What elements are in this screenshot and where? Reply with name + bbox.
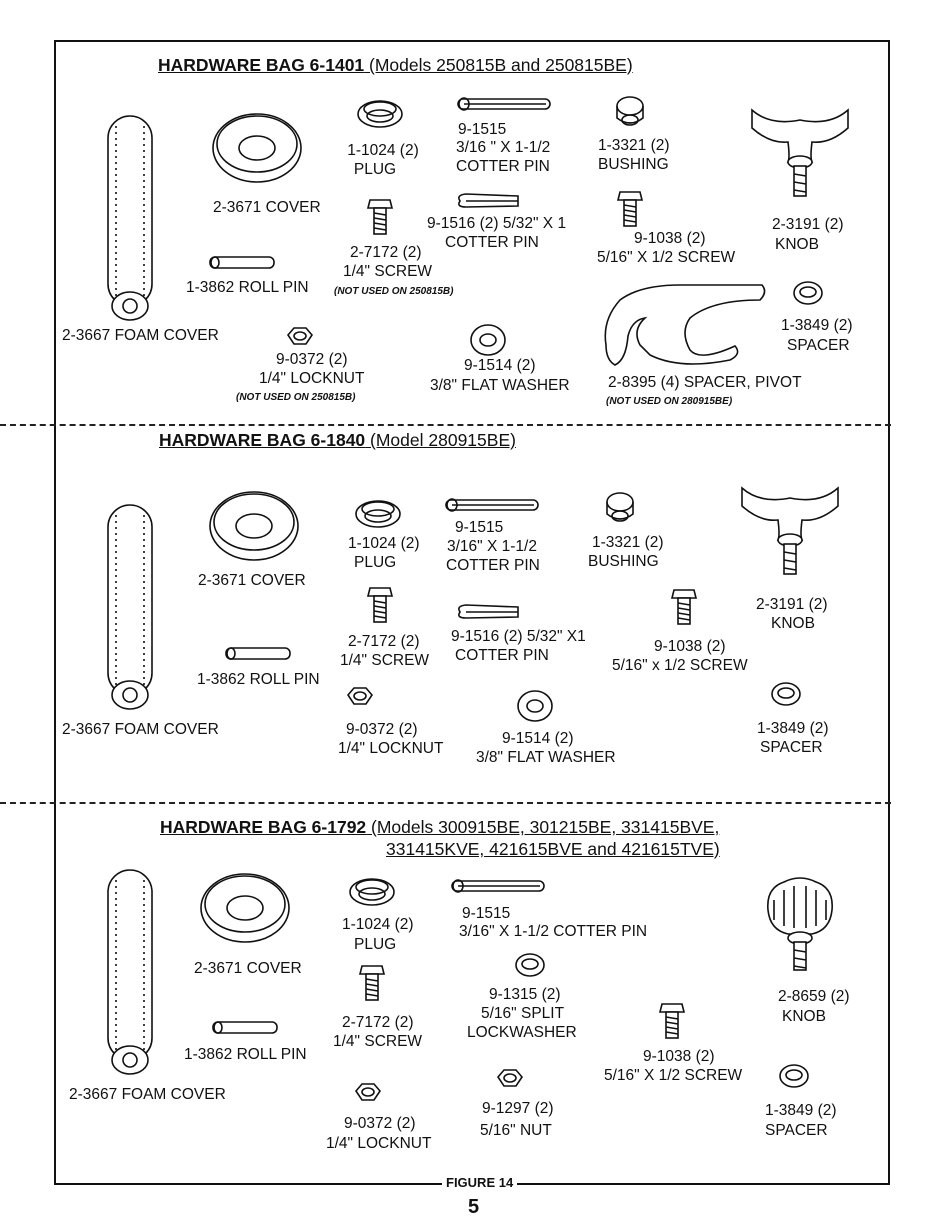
part-label: 2-7172 (2) <box>350 244 422 261</box>
part-label: 9-0372 (2) <box>344 1115 416 1132</box>
bag-title: HARDWARE BAG 6-1401 (Models 250815B and 250815BE) <box>158 55 633 75</box>
part-label: 1-3862 ROLL PIN <box>186 279 309 296</box>
part-label: 1/4" LOCKNUT <box>259 370 365 387</box>
part-label: 9-1515 <box>455 519 504 536</box>
part-label: 2-3671 COVER <box>194 960 302 977</box>
part-label: 9-1514 (2) <box>502 730 574 747</box>
part-label: 3/16" X 1-1/2 COTTER PIN <box>459 923 648 940</box>
part-label: 5/16" X 1/2 SCREW <box>604 1067 743 1084</box>
bag-title: HARDWARE BAG 6-1840 (Model 280915BE) <box>159 430 516 450</box>
part-label: 9-1516 (2) 5/32" X1 <box>451 628 586 645</box>
part-note: (NOT USED ON 250815B) <box>236 392 356 403</box>
part-label: 1-1024 (2) <box>342 916 414 933</box>
part-label: 1-1024 (2) <box>347 142 419 159</box>
part-label: COTTER PIN <box>446 557 540 574</box>
part-label: 9-1038 (2) <box>654 638 726 655</box>
part-label: 9-1514 (2) <box>464 357 536 374</box>
part-label: SPACER <box>765 1122 828 1139</box>
part-label: 2-7172 (2) <box>342 1014 414 1031</box>
part-label: PLUG <box>354 554 397 571</box>
part-label: 2-3191 (2) <box>772 216 844 233</box>
part-note: (NOT USED ON 250815B) <box>334 286 454 297</box>
part-label: 9-1315 (2) <box>489 986 561 1003</box>
part-label: 1/4" LOCKNUT <box>338 740 444 757</box>
part-label: 1/4" SCREW <box>343 263 433 280</box>
part-label: 1-1024 (2) <box>348 535 420 552</box>
part-label: 2-3667 FOAM COVER <box>62 721 219 738</box>
part-label: 5/16" x 1/2 SCREW <box>612 657 748 674</box>
part-label: COTTER PIN <box>455 647 549 664</box>
part-label: COTTER PIN <box>445 234 539 251</box>
part-label: KNOB <box>771 615 815 632</box>
part-label: 9-0372 (2) <box>276 351 348 368</box>
part-label: COTTER PIN <box>456 158 550 175</box>
part-label: 2-3671 COVER <box>198 572 306 589</box>
part-label: 1-3321 (2) <box>598 137 670 154</box>
part-label: 2-3667 FOAM COVER <box>69 1086 226 1103</box>
part-label: 2-8395 (4) SPACER, PIVOT <box>608 374 802 391</box>
part-label: 1/4" LOCKNUT <box>326 1135 432 1152</box>
part-note: (NOT USED ON 280915BE) <box>606 396 733 407</box>
part-label: 1-3849 (2) <box>757 720 829 737</box>
part-label: 1-3849 (2) <box>781 317 853 334</box>
part-label: 5/16" SPLIT <box>481 1005 565 1022</box>
part-label: 1-3849 (2) <box>765 1102 837 1119</box>
part-label: BUSHING <box>588 553 659 570</box>
part-label: 3/16 " X 1-1/2 <box>456 139 551 156</box>
part-label: 1-3321 (2) <box>592 534 664 551</box>
part-label: KNOB <box>775 236 819 253</box>
part-label: 1/4" SCREW <box>340 652 430 669</box>
part-label: KNOB <box>782 1008 826 1025</box>
part-label: 9-1297 (2) <box>482 1100 554 1117</box>
part-label: SPACER <box>760 739 823 756</box>
part-label: LOCKWASHER <box>467 1024 577 1041</box>
part-label: 2-8659 (2) <box>778 988 850 1005</box>
part-label: 3/8" FLAT WASHER <box>430 377 570 394</box>
part-label: 3/16" X 1-1/2 <box>447 538 537 555</box>
page-number: 5 <box>468 1196 480 1218</box>
part-label: 9-0372 (2) <box>346 721 418 738</box>
part-label: 2-3667 FOAM COVER <box>62 327 219 344</box>
part-label: 9-1516 (2) 5/32" X 1 <box>427 215 567 232</box>
part-label: 9-1515 <box>462 905 511 922</box>
part-label: PLUG <box>354 936 397 953</box>
part-label: BUSHING <box>598 156 669 173</box>
bag-title-line2: 331415KVE, 421615BVE and 421615TVE) <box>386 839 720 859</box>
bag-title: HARDWARE BAG 6-1792 (Models 300915BE, 301215BE, 331415BVE, <box>160 817 720 837</box>
part-label: 1-3862 ROLL PIN <box>197 671 320 688</box>
part-label: PLUG <box>353 161 397 178</box>
part-label: 9-1515 <box>458 121 507 138</box>
part-label: 9-1038 (2) <box>643 1048 715 1065</box>
part-label: SPACER <box>787 337 850 354</box>
part-label: 2-7172 (2) <box>348 633 420 650</box>
part-label: 5/16" X 1/2 SCREW <box>597 249 736 266</box>
part-label: 5/16" NUT <box>480 1122 552 1139</box>
part-label: 3/8" FLAT WASHER <box>476 749 616 766</box>
part-label: 2-3191 (2) <box>756 596 828 613</box>
part-label: 9-1038 (2) <box>634 230 706 247</box>
figure-caption: FIGURE 14 <box>442 1175 517 1190</box>
part-label: 1-3862 ROLL PIN <box>184 1046 307 1063</box>
part-label: 1/4" SCREW <box>333 1033 423 1050</box>
part-label: 2-3671 COVER <box>213 199 321 216</box>
